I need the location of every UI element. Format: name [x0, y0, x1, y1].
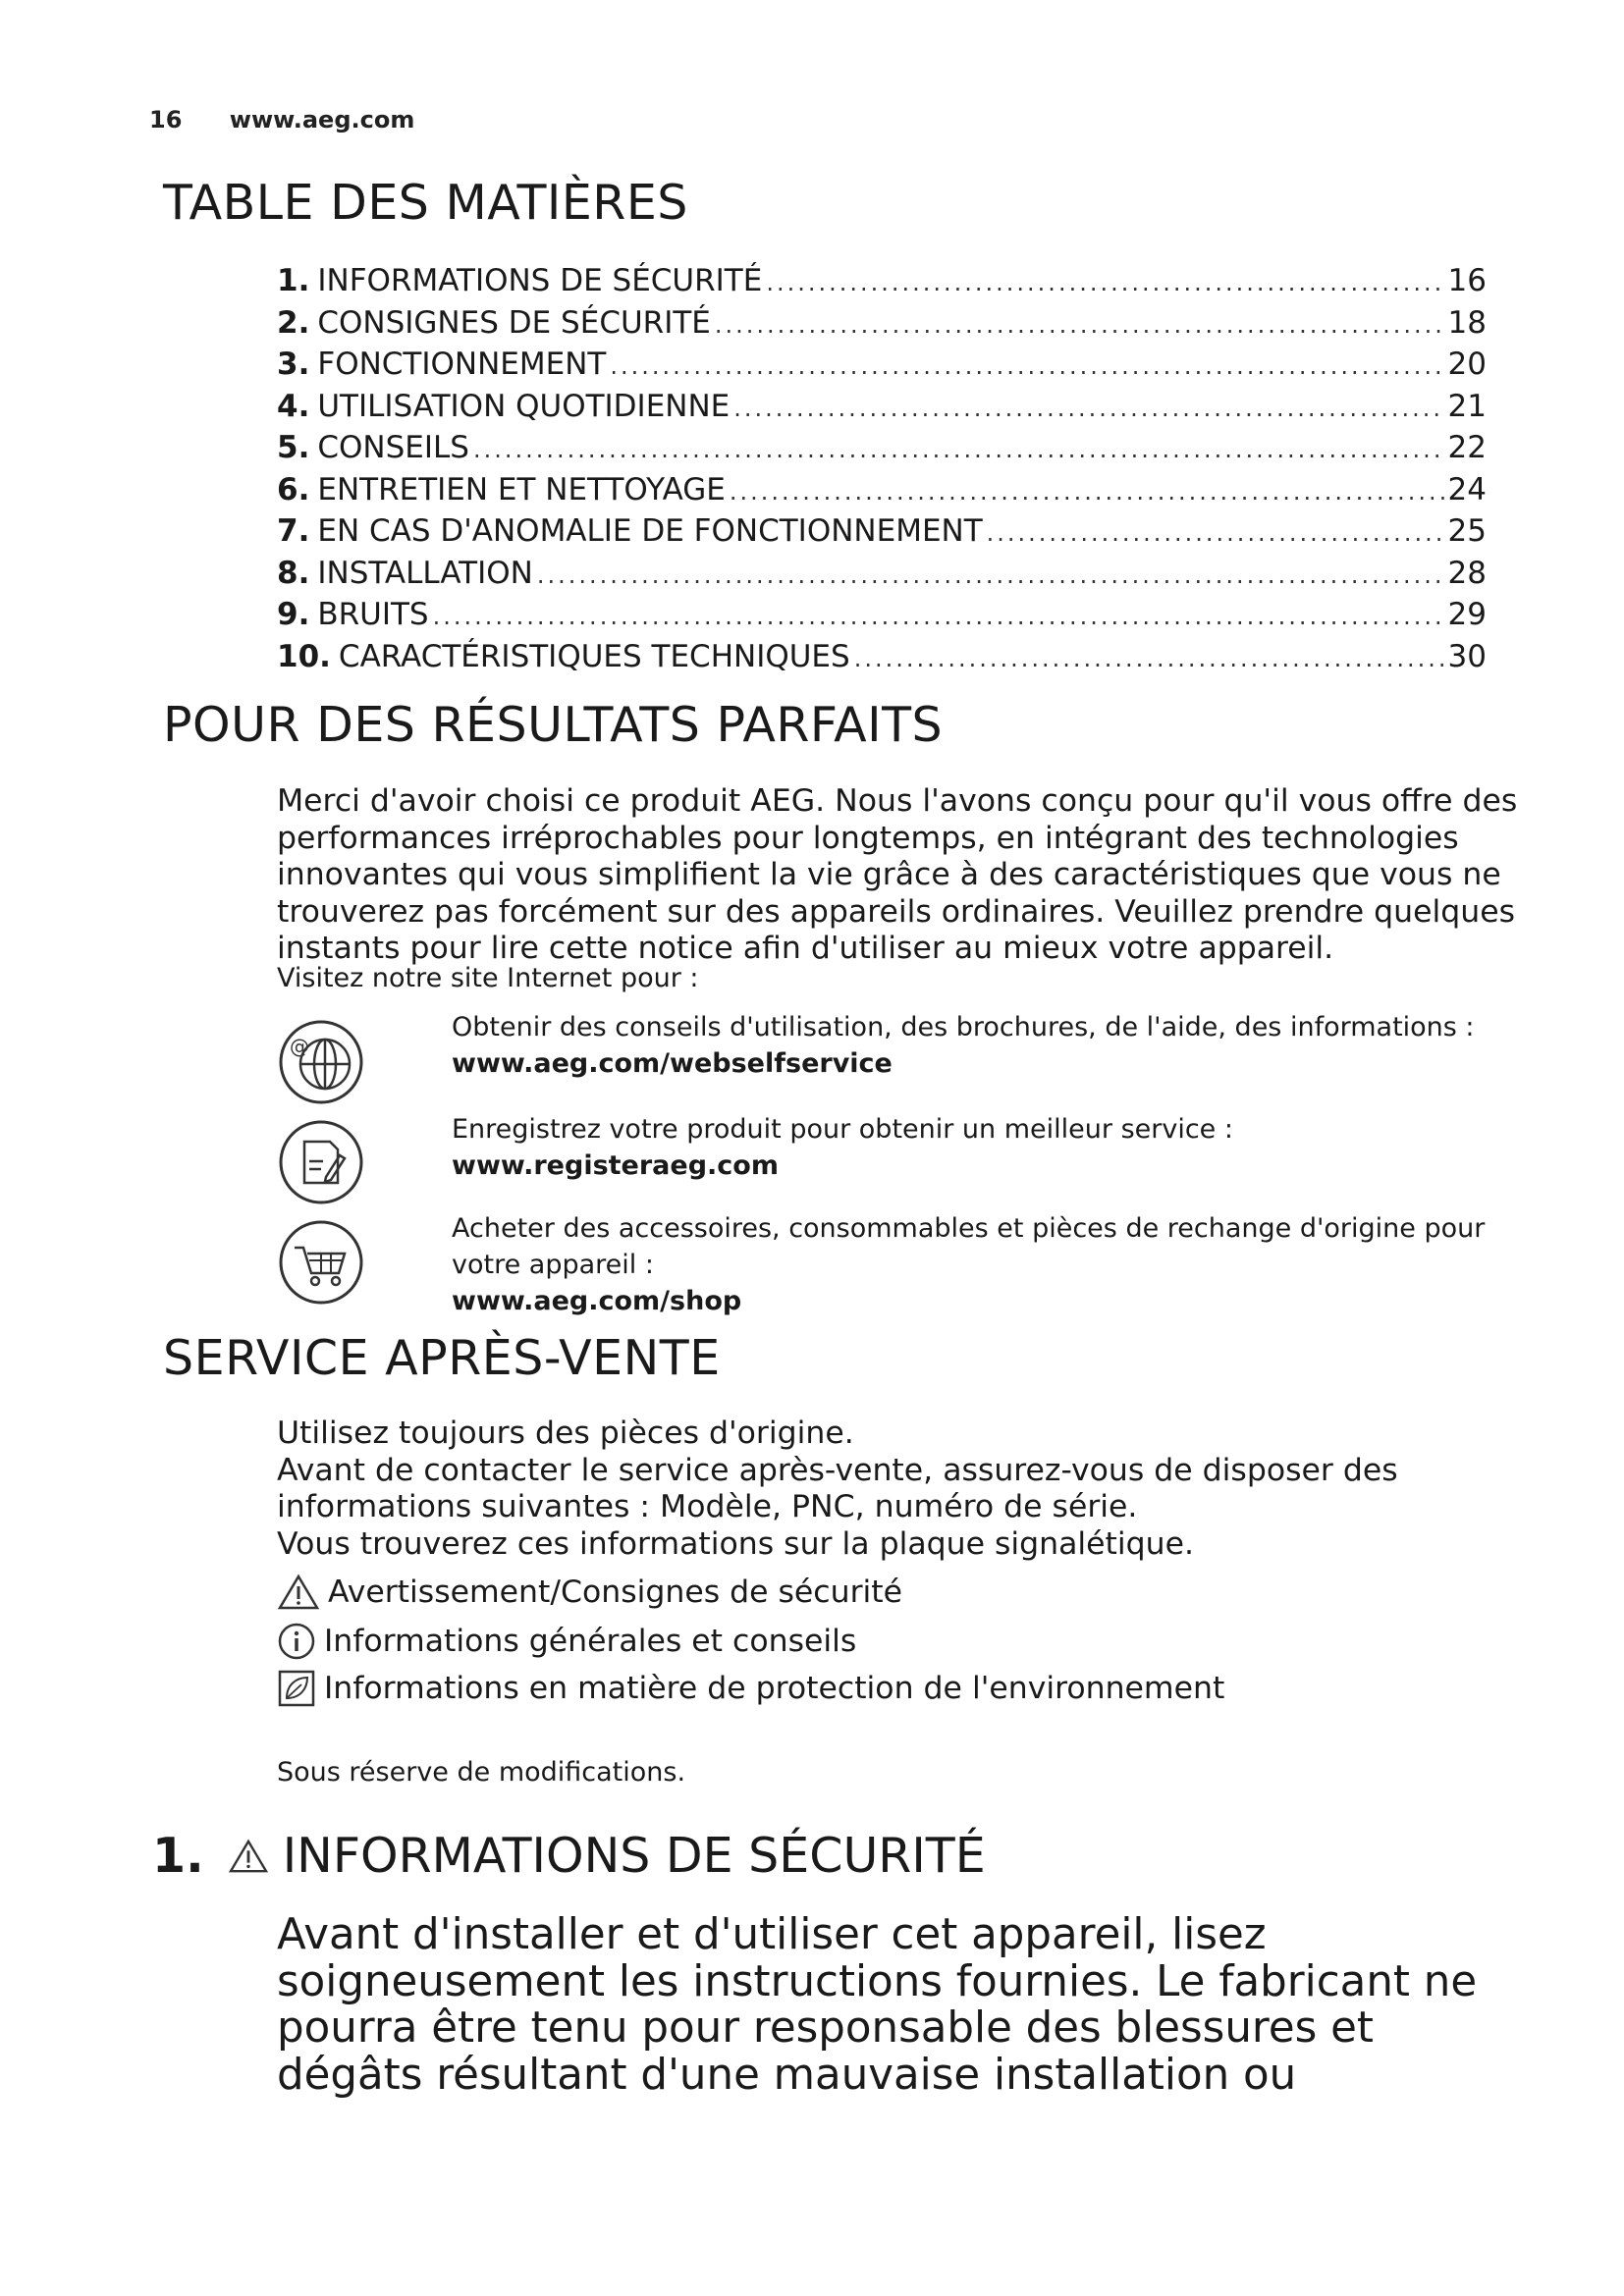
- service-description: Acheter des accessoires, consommables et pièces de rechange d'origine pour: [452, 1213, 1486, 1244]
- shop-link[interactable]: www.aeg.com/shop: [452, 1286, 742, 1316]
- toc-leader-dots: [766, 263, 1443, 303]
- toc-entry[interactable]: [277, 261, 1487, 303]
- toc-entry-label: CARACTÉRISTIQUES TECHNIQUES: [338, 638, 850, 674]
- warning-triangle-icon: [228, 1839, 269, 1874]
- register-document-icon: [277, 1118, 365, 1206]
- results-line: innovantes qui vous simplifient la vie grâce à des caractéristiques que vous ne: [277, 857, 1501, 892]
- toc-entry-number: 3.: [277, 347, 310, 382]
- results-intro: [277, 783, 1518, 968]
- table-of-contents: [277, 261, 1487, 678]
- service-description-cont: votre appareil :: [452, 1250, 654, 1280]
- toc-leader-dots: [854, 639, 1444, 679]
- page-header: [149, 106, 414, 133]
- toc-leader-dots: [433, 597, 1444, 637]
- toc-entry-label: INSTALLATION: [317, 555, 533, 591]
- toc-entry-page: 24: [1447, 471, 1487, 507]
- service-webselfservice: [452, 1009, 1475, 1082]
- section-line: soigneusement les instructions fournies. Le fabricant ne: [277, 1956, 1478, 2006]
- legend-label: Avertissement/Consignes de sécurité: [328, 1575, 903, 1610]
- service-description: Obtenir des conseils d'utilisation, des brochures, de l'aide, des informations :: [452, 1012, 1475, 1042]
- toc-entry-page: 29: [1447, 597, 1487, 632]
- toc-entry-label: ENTRETIEN ET NETTOYAGE: [317, 471, 726, 507]
- toc-entry-number: 2.: [277, 304, 310, 341]
- results-line: trouverez pas forcément sur des appareils ordinaires. Veuillez prendre quelques: [277, 893, 1516, 930]
- page-number: 16: [149, 106, 183, 133]
- toc-entry-label: UTILISATION QUOTIDIENNE: [317, 388, 731, 424]
- toc-entry[interactable]: [277, 428, 1487, 470]
- registeraeg-link[interactable]: www.registeraeg.com: [452, 1150, 779, 1181]
- toc-entry-number: 10.: [277, 638, 331, 674]
- results-line: performances irréprochables pour longtemps, en intégrant des technologies: [277, 820, 1459, 856]
- toc-leader-dots: [733, 389, 1443, 429]
- section-title: INFORMATIONS DE SÉCURITÉ: [282, 1828, 986, 1884]
- legend-label: Informations générales et conseils: [324, 1624, 857, 1659]
- service-line: Vous trouverez ces informations sur la plaque signalétique.: [277, 1525, 1194, 1562]
- toc-entry-page: 21: [1447, 388, 1487, 424]
- toc-entry[interactable]: [277, 595, 1487, 637]
- service-line: informations suivantes : Modèle, PNC, numéro de série.: [277, 1489, 1138, 1524]
- toc-entry-page: 22: [1447, 430, 1487, 465]
- toc-entry-page: 18: [1447, 304, 1487, 341]
- toc-entry-number: 1.: [277, 263, 310, 298]
- toc-leader-dots: [730, 472, 1444, 512]
- legend-label: Informations en matière de protection de l'environnement: [324, 1671, 1225, 1706]
- toc-entry[interactable]: [277, 637, 1487, 679]
- toc-entry-page: 16: [1447, 263, 1487, 298]
- results-line: instants pour lire cette notice afin d'utiliser au mieux votre appareil.: [277, 931, 1334, 966]
- toc-entry-number: 8.: [277, 555, 310, 591]
- service-description: Enregistrez votre produit pour obtenir un meilleur service :: [452, 1114, 1233, 1145]
- legend-info: [277, 1622, 856, 1661]
- modification-note: Sous réserve de modifications.: [277, 1757, 686, 1788]
- section-1-heading: [152, 1828, 986, 1884]
- info-circle-icon: [277, 1622, 316, 1661]
- toc-leader-dots: [715, 305, 1444, 346]
- toc-entry[interactable]: [277, 345, 1487, 387]
- toc-entry-page: 30: [1447, 638, 1487, 674]
- toc-entry-number: 5.: [277, 430, 310, 465]
- toc-entry[interactable]: [277, 303, 1487, 346]
- legend-environment: [277, 1669, 1224, 1708]
- section-1-intro: [277, 1912, 1477, 2099]
- section-number: 1.: [152, 1828, 204, 1884]
- results-line: Merci d'avoir choisi ce produit AEG. Nous l'avons conçu pour qu'il vous offre des: [277, 783, 1518, 819]
- toc-entry[interactable]: [277, 387, 1487, 429]
- toc-entry-number: 4.: [277, 388, 310, 424]
- toc-entry-number: 7.: [277, 513, 310, 549]
- service-shop: [452, 1210, 1485, 1319]
- service-intro: [277, 1415, 1494, 1563]
- service-line: Avant de contacter le service après-vente, assurez-vous de disposer des: [277, 1452, 1398, 1488]
- section-line: dégâts résultant d'une mauvaise installation ou: [277, 2050, 1297, 2100]
- leaf-environment-icon: [277, 1669, 316, 1708]
- toc-entry-label: CONSIGNES DE SÉCURITÉ: [317, 304, 711, 341]
- webselfservice-link[interactable]: www.aeg.com/webselfservice: [452, 1048, 893, 1079]
- toc-entry-label: CONSEILS: [317, 430, 469, 465]
- toc-entry-page: 28: [1447, 555, 1487, 591]
- warning-triangle-icon: [277, 1574, 320, 1611]
- legend-warning: [277, 1574, 902, 1611]
- section-line: Avant d'installer et d'utiliser cet appareil, lisez: [277, 1910, 1267, 1959]
- shopping-cart-icon: [277, 1218, 365, 1307]
- toc-entry[interactable]: [277, 470, 1487, 512]
- svg-text:@: @: [290, 1035, 309, 1058]
- toc-leader-dots: [537, 556, 1444, 596]
- globe-at-icon: [277, 1018, 365, 1106]
- toc-entry-label: BRUITS: [317, 597, 429, 632]
- toc-leader-dots: [987, 513, 1444, 554]
- toc-entry-label: FONCTIONNEMENT: [317, 347, 607, 382]
- toc-entry-page: 20: [1447, 347, 1487, 382]
- toc-entry-page: 25: [1447, 513, 1487, 549]
- toc-entry-label: EN CAS D'ANOMALIE DE FONCTIONNEMENT: [317, 513, 983, 549]
- section-line: pourra être tenu pour responsable des blessures et: [277, 2003, 1374, 2053]
- toc-leader-dots: [473, 430, 1444, 470]
- toc-entry[interactable]: [277, 554, 1487, 596]
- results-title: POUR DES RÉSULTATS PARFAITS: [163, 697, 944, 753]
- toc-title: TABLE DES MATIÈRES: [163, 175, 688, 231]
- toc-entry-label: INFORMATIONS DE SÉCURITÉ: [317, 263, 763, 298]
- header-site-link[interactable]: www.aeg.com: [229, 106, 415, 133]
- service-register: [452, 1111, 1233, 1184]
- service-title: SERVICE APRÈS-VENTE: [163, 1330, 721, 1386]
- service-line: Utilisez toujours des pièces d'origine.: [277, 1415, 854, 1451]
- toc-entry[interactable]: [277, 511, 1487, 554]
- toc-entry-number: 9.: [277, 597, 310, 632]
- visit-website-text: Visitez notre site Internet pour :: [277, 963, 699, 993]
- toc-leader-dots: [610, 347, 1443, 387]
- toc-entry-number: 6.: [277, 471, 310, 507]
